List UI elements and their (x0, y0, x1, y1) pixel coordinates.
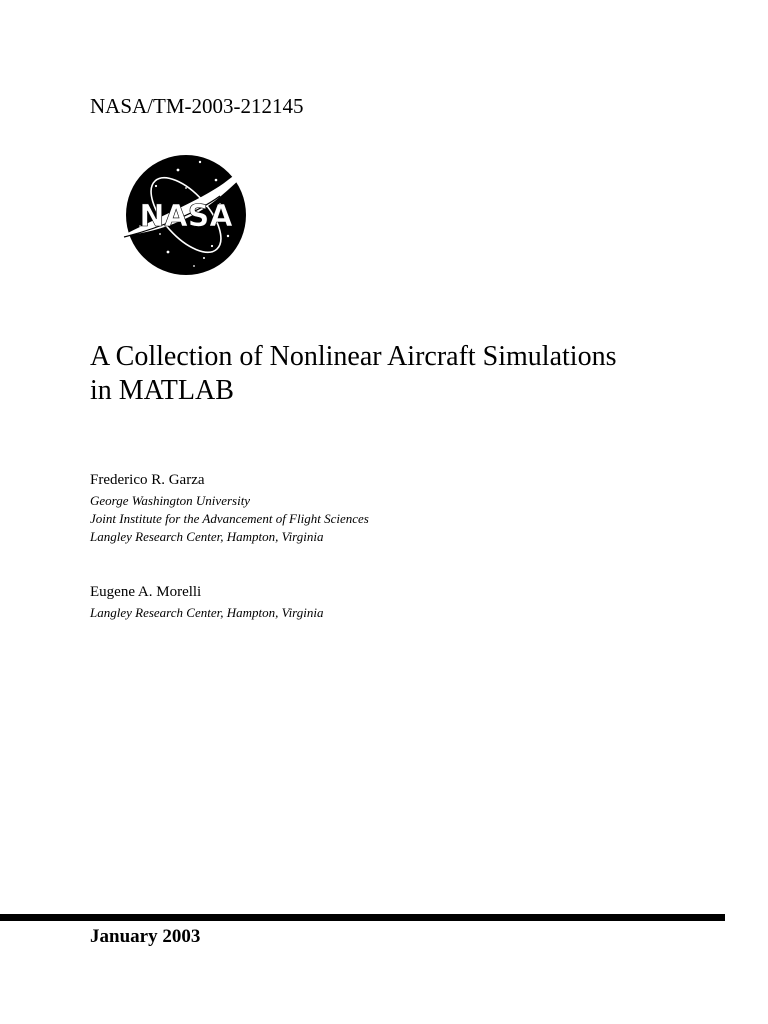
nasa-wordmark: NASA (139, 199, 233, 234)
author-affiliation: George Washington University (90, 493, 251, 508)
report-number: NASA/TM-2003-212145 (90, 94, 304, 118)
author-affiliation: Joint Institute for the Advancement of Flight Sciences (90, 511, 369, 526)
publication-date: January 2003 (90, 926, 201, 947)
document-title (90, 340, 730, 408)
author-block (90, 470, 690, 546)
author-name: Eugene A. Morelli (90, 584, 202, 600)
author-affiliation: Langley Research Center, Hampton, Virginia (90, 529, 324, 544)
author-name: Frederico R. Garza (90, 472, 205, 488)
author-block (90, 582, 690, 622)
title-line-2: in MATLAB (90, 375, 234, 406)
title-line-1: A Collection of Nonlinear Aircraft Simulations (90, 341, 617, 372)
footer-rule (0, 914, 725, 921)
author-affiliation: Langley Research Center, Hampton, Virginia (90, 605, 324, 620)
nasa-meatball-icon (116, 148, 268, 280)
